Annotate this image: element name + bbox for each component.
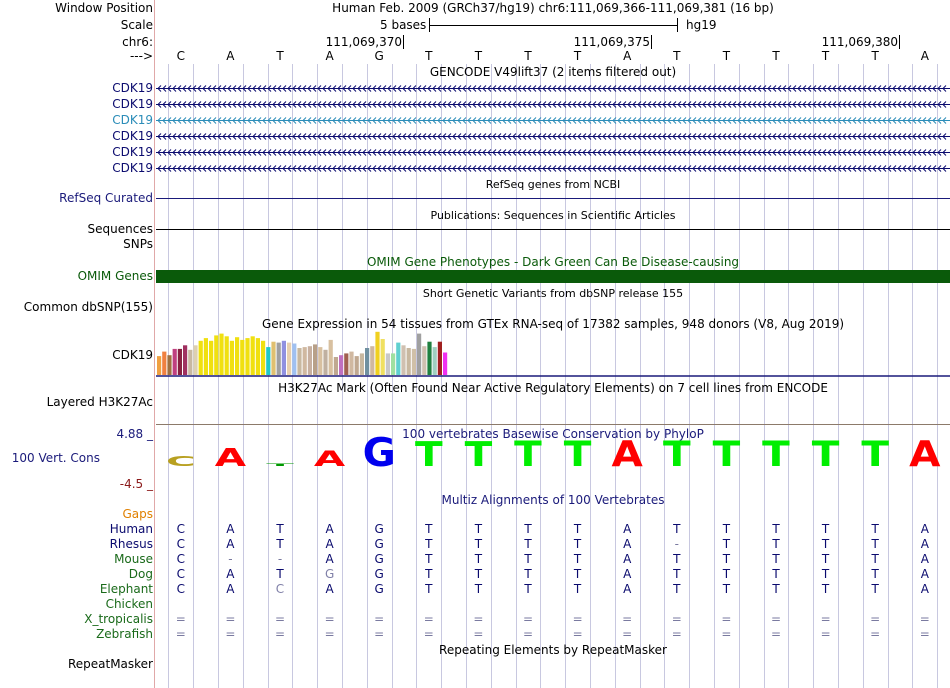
alignment-base: T <box>821 582 830 596</box>
base-letter: A <box>920 49 929 63</box>
gtex-tissue-bar <box>422 346 426 375</box>
scale-label: Scale <box>120 18 153 32</box>
alignment-base: = <box>324 627 335 641</box>
conservation-letter: G <box>362 436 396 476</box>
multiz-species-label[interactable]: Human <box>109 522 153 536</box>
alignment-base: = <box>274 627 286 641</box>
gtex-tissue-bar <box>214 335 218 375</box>
alignment-base: T <box>524 522 532 536</box>
multiz-species-label[interactable]: X_tropicalis <box>84 612 153 626</box>
alignment-base: = <box>175 627 186 641</box>
scale-bar-right-tick <box>677 18 678 32</box>
gtex-tissue-bar <box>240 340 244 375</box>
alignment-base: A <box>623 522 632 536</box>
alignment-base: A <box>623 552 632 566</box>
alignment-base: T <box>772 552 780 566</box>
gtex-tissue-bar <box>256 338 260 375</box>
alignment-base: T <box>871 552 879 566</box>
refseq-line <box>156 198 950 199</box>
gencode-track-title: GENCODE V49lift37 (2 items filtered out) <box>429 65 677 79</box>
gtex-tissue-bar <box>292 344 296 376</box>
alignment-base: = <box>671 627 682 641</box>
gtex-tissue-bar <box>401 345 405 375</box>
gtex-tissue-bar <box>287 343 291 375</box>
coord-tick <box>899 35 900 49</box>
strand-label: ---> <box>129 49 153 63</box>
alignment-base: = <box>572 627 583 641</box>
scale-bar-left-tick <box>429 18 430 32</box>
gtex-tissue-bar <box>417 334 421 375</box>
conservation-letter: T <box>563 436 592 475</box>
alignment-base: T <box>722 537 731 551</box>
multiz-species-label[interactable]: Zebrafish <box>96 627 153 641</box>
alignment-base: T <box>673 582 681 596</box>
alignment-base: T <box>772 567 780 581</box>
gtex-tissue-bar <box>318 347 322 375</box>
gtex-tissue-bar <box>209 341 213 375</box>
base-letter: A <box>325 49 334 63</box>
gtex-tissue-bar <box>334 357 338 375</box>
gtex-tissue-bar <box>323 350 327 375</box>
alignment-base: = <box>473 612 484 626</box>
alignment-base: T <box>573 582 582 596</box>
conservation-letter: T <box>414 436 443 475</box>
gtex-tissue-bar <box>162 352 166 375</box>
alignment-base: = <box>622 627 633 641</box>
coord-label: 111,069,370 <box>325 35 402 49</box>
alignment-base: A <box>920 567 929 581</box>
alignment-base: T <box>772 537 780 551</box>
gencode-transcript <box>156 86 950 92</box>
gencode-transcript-label[interactable]: CDK19 <box>112 81 153 95</box>
publications-line <box>156 229 950 230</box>
gtex-tissue-bar <box>204 338 208 375</box>
conservation-letter: A <box>611 436 643 476</box>
base-letter: G <box>374 49 384 63</box>
gtex-tissue-bar <box>381 339 385 375</box>
coord-tick <box>403 35 404 49</box>
gtex-tissue-bar <box>157 356 161 375</box>
alignment-base: A <box>623 567 632 581</box>
alignment-base: C <box>176 552 185 566</box>
alignment-base: T <box>673 567 681 581</box>
gtex-tissue-bar <box>225 336 229 375</box>
multiz-species-label[interactable]: Rhesus <box>109 537 153 551</box>
alignment-base: A <box>920 537 929 551</box>
alignment-base: = <box>622 612 633 626</box>
multiz-species-label[interactable]: Elephant <box>99 582 153 596</box>
alignment-base: A <box>226 567 235 581</box>
gtex-tissue-bar <box>365 348 369 375</box>
alignment-base: T <box>425 537 433 551</box>
alignment-base: T <box>474 567 483 581</box>
snps-track-label[interactable]: SNPs <box>123 237 153 251</box>
base-letter: T <box>276 49 284 63</box>
gtex-tissue-bar <box>344 353 348 375</box>
scale-bar <box>429 25 677 26</box>
conservation-ymax: 4.88 _ <box>116 427 153 441</box>
gtex-tissue-bar <box>443 353 447 376</box>
alignment-base: T <box>425 552 433 566</box>
repeatmasker-track-title: Repeating Elements by RepeatMasker <box>439 643 667 657</box>
alignment-base: A <box>226 537 235 551</box>
gtex-tissue-bar <box>386 353 390 375</box>
gtex-tissue-bar <box>219 334 223 375</box>
alignment-base: C <box>275 582 285 596</box>
alignment-base: T <box>871 567 879 581</box>
omim-track-label[interactable]: OMIM Genes <box>77 269 153 283</box>
gtex-tissue-bar <box>230 341 234 375</box>
alignment-base: A <box>920 522 929 536</box>
alignment-base: = <box>522 612 534 626</box>
coord-tick <box>651 35 652 49</box>
window-position-value[interactable]: Human Feb. 2009 (GRCh37/hg19) chr6:111,069,366-111,069,381 (16 bp) <box>332 1 774 15</box>
alignment-base: T <box>871 522 879 536</box>
conservation-letter: T <box>464 436 493 475</box>
refseq-track-label[interactable]: RefSeq Curated <box>59 191 153 205</box>
conservation-letter: T <box>266 462 294 467</box>
base-letter: T <box>573 49 582 63</box>
window-position-label: Window Position <box>55 1 153 15</box>
alignment-base: = <box>473 627 484 641</box>
alignment-base: T <box>722 552 731 566</box>
alignment-base: = <box>225 612 236 626</box>
alignment-base: T <box>673 522 681 536</box>
alignment-base: T <box>722 582 731 596</box>
gencode-transcripts[interactable] <box>156 80 950 175</box>
gtex-tissue-bar <box>193 345 197 375</box>
alignment-base: = <box>225 627 236 641</box>
gencode-transcript-label[interactable]: CDK19 <box>112 113 153 127</box>
base-letter: T <box>474 49 483 63</box>
alignment-base: C <box>176 522 185 536</box>
alignment-base: T <box>474 537 483 551</box>
gencode-transcript <box>156 102 950 108</box>
alignment-base: = <box>374 612 385 626</box>
gtex-tissue-bar <box>329 340 333 375</box>
alignment-base: = <box>919 612 930 626</box>
conservation-letter: A <box>909 436 941 476</box>
alignment-base: T <box>524 567 532 581</box>
base-letter: A <box>226 49 235 63</box>
multiz-species-label[interactable]: Mouse <box>114 552 153 566</box>
alignment-base: G <box>374 552 384 566</box>
alignment-base: T <box>474 522 483 536</box>
alignment-base: = <box>175 612 186 626</box>
conservation-letter: A <box>313 446 346 472</box>
alignment-base: = <box>721 612 732 626</box>
gtex-tissue-bar <box>433 347 437 375</box>
alignment-base: T <box>821 522 830 536</box>
base-letter: T <box>524 49 532 63</box>
gencode-transcript-label[interactable]: CDK19 <box>112 97 153 111</box>
alignment-base: = <box>324 612 335 626</box>
gtex-tissue-bar <box>183 345 187 375</box>
alignment-base: T <box>821 567 830 581</box>
conservation-letter: T <box>514 436 542 475</box>
gtex-tissue-bar <box>235 337 239 375</box>
gtex-tissue-bar <box>396 343 400 375</box>
alignment-base: A <box>920 552 929 566</box>
gtex-tissue-bar <box>370 346 374 375</box>
gencode-transcript <box>156 166 950 172</box>
conservation-letter: T <box>861 436 890 475</box>
alignment-base: T <box>722 522 731 536</box>
conservation-letter: T <box>811 436 840 475</box>
publications-track-label[interactable]: Sequences <box>87 222 153 236</box>
conservation-letter: C <box>165 454 196 470</box>
alignment-base: A <box>623 537 632 551</box>
conservation-ymin: -4.5 _ <box>119 477 153 491</box>
gtex-tissue-bar <box>438 342 442 375</box>
alignment-base: T <box>573 537 582 551</box>
omim-track-title: OMIM Gene Phenotypes - Dark Green Can Be Disease-causing <box>366 255 740 269</box>
conservation-track-label[interactable]: 100 Vert. Cons <box>11 451 100 465</box>
gtex-tissue-bar <box>261 341 265 375</box>
gtex-tissue-bar <box>427 342 431 375</box>
gtex-tissue-bar <box>297 348 301 375</box>
alignment-base: = <box>423 612 434 626</box>
alignment-base: C <box>176 537 185 551</box>
alignment-base: T <box>425 522 433 536</box>
alignment-base: = <box>423 627 434 641</box>
multiz-track-title: Multiz Alignments of 100 Vertebrates <box>441 493 665 507</box>
gtex-tissue-bar <box>339 355 343 375</box>
alignment-base: T <box>425 582 433 596</box>
alignment-base: T <box>425 567 433 581</box>
gencode-transcript-label[interactable]: CDK19 <box>112 129 153 143</box>
gtex-tissue-bar <box>266 347 270 375</box>
gtex-tissue-bar <box>375 332 379 375</box>
alignment-base: T <box>821 537 830 551</box>
gaps-label[interactable]: Gaps <box>122 507 153 521</box>
alignment-base: G <box>374 567 384 581</box>
alignment-base: T <box>871 537 879 551</box>
scale-value: 5 bases <box>380 18 427 32</box>
alignment-base: G <box>374 522 384 536</box>
alignment-base: - <box>674 537 679 551</box>
conservation-letter: T <box>662 436 691 475</box>
conservation-letter: T <box>712 436 741 475</box>
alignment-base: T <box>474 552 483 566</box>
alignment-base: A <box>920 582 929 596</box>
conservation-letter: A <box>214 443 247 472</box>
alignment-base: G <box>374 582 384 596</box>
gencode-transcript <box>156 150 950 156</box>
conservation-logo[interactable] <box>156 436 950 486</box>
gtex-track-title: Gene Expression in 54 tissues from GTEx RNA-seq of 17382 samples, 948 donors (V8, Aug 2019) <box>261 317 845 331</box>
gtex-tissue-bar <box>391 353 395 375</box>
base-letter: T <box>425 49 433 63</box>
gencode-transcript <box>156 134 950 140</box>
gtex-tissue-bar <box>277 343 281 375</box>
gencode-transcript <box>156 118 950 124</box>
alignment-base: T <box>524 582 532 596</box>
label-separator <box>154 0 155 688</box>
gtex-track-label[interactable]: CDK19 <box>112 348 153 362</box>
gtex-tissue-bar <box>407 348 411 375</box>
alignment-base: - <box>277 552 283 566</box>
base-letter: T <box>722 49 731 63</box>
coord-label: 111,069,375 <box>573 35 650 49</box>
base-letter: T <box>673 49 681 63</box>
gtex-expression-bars[interactable] <box>156 330 950 377</box>
alignment-base: = <box>870 627 881 641</box>
gencode-transcript-label[interactable]: CDK19 <box>112 161 153 175</box>
alignment-base: = <box>671 612 682 626</box>
alignment-base: = <box>820 612 831 626</box>
gtex-tissue-bar <box>245 338 249 375</box>
gtex-tissue-bar <box>173 349 177 375</box>
coord-label: 111,069,380 <box>821 35 898 49</box>
h3k27ac-baseline <box>156 424 950 425</box>
alignment-base: T <box>524 552 532 566</box>
gtex-tissue-bar <box>412 349 416 375</box>
base-letter: T <box>821 49 830 63</box>
alignment-base: T <box>524 537 532 551</box>
alignment-base: T <box>772 522 780 536</box>
gtex-tissue-bar <box>188 350 192 375</box>
dbsnp-track-title: Short Genetic Variants from dbSNP release 155 <box>422 287 684 300</box>
alignment-base: - <box>228 552 233 566</box>
alignment-base: T <box>871 582 879 596</box>
alignment-base: T <box>276 522 284 536</box>
gtex-tissue-bar <box>251 336 255 375</box>
alignment-base: = <box>919 627 930 641</box>
alignment-base: T <box>821 552 830 566</box>
alignment-base: C <box>176 582 185 596</box>
refseq-track-title: RefSeq genes from NCBI <box>485 178 621 191</box>
repeatmasker-track-label[interactable]: RepeatMasker <box>67 657 153 671</box>
base-letter: C <box>176 49 185 63</box>
gtex-tissue-bar <box>282 341 286 375</box>
alignment-base: T <box>573 552 582 566</box>
alignment-base: = <box>721 627 732 641</box>
alignment-base: = <box>770 612 782 626</box>
conservation-track-title: 100 vertebrates Basewise Conservation by PhyloP <box>402 427 704 441</box>
alignment-base: = <box>770 627 782 641</box>
gtex-tissue-bar <box>308 346 312 375</box>
alignment-base: T <box>722 567 731 581</box>
publications-track-title: Publications: Sequences in Scientific Articles <box>430 209 676 222</box>
alignment-base: A <box>325 537 334 551</box>
alignment-base: = <box>274 612 286 626</box>
alignment-base: A <box>325 522 334 536</box>
gencode-transcript-label[interactable]: CDK19 <box>112 145 153 159</box>
alignment-base: T <box>673 552 681 566</box>
alignment-base: T <box>276 537 284 551</box>
base-letter: A <box>623 49 632 63</box>
alignment-base: A <box>623 582 632 596</box>
alignment-base: = <box>820 627 831 641</box>
base-letter: T <box>772 49 780 63</box>
gtex-tissue-bar <box>303 347 307 375</box>
alignment-base: A <box>325 552 334 566</box>
alignment-base: A <box>325 582 334 596</box>
alignment-base: T <box>772 582 780 596</box>
chrom-label: chr6: <box>122 35 153 49</box>
h3k27ac-track-title: H3K27Ac Mark (Often Found Near Active Regulatory Elements) on 7 cell lines from ENCODE <box>278 381 828 395</box>
multiz-species-label[interactable]: Chicken <box>105 597 153 611</box>
alignment-base: = <box>572 612 583 626</box>
alignment-base: = <box>374 627 385 641</box>
alignment-base: T <box>276 567 284 581</box>
h3k27ac-track-label[interactable]: Layered H3K27Ac <box>46 395 153 409</box>
alignment-base: G <box>374 537 384 551</box>
conservation-letter: T <box>762 436 790 475</box>
gtex-tissue-bar <box>271 342 275 375</box>
alignment-base: T <box>573 522 582 536</box>
gtex-tissue-bar <box>167 355 171 375</box>
alignment-base: = <box>522 627 534 641</box>
gtex-tissue-bar <box>355 356 359 375</box>
alignment-base: A <box>226 522 235 536</box>
alignment-base: G <box>324 567 335 581</box>
dbsnp-track-label[interactable]: Common dbSNP(155) <box>23 300 153 314</box>
gtex-tissue-bar <box>360 353 364 375</box>
gtex-tissue-bar <box>313 344 317 375</box>
gtex-tissue-bar <box>199 341 203 375</box>
gtex-tissue-bar <box>178 349 182 375</box>
alignment-base: A <box>226 582 235 596</box>
alignment-base: T <box>474 582 483 596</box>
omim-feature-bar[interactable] <box>156 270 950 283</box>
alignment-base: = <box>870 612 881 626</box>
multiz-species-label[interactable]: Dog <box>128 567 153 581</box>
base-letter: T <box>871 49 879 63</box>
scale-assembly: hg19 <box>686 18 717 32</box>
gtex-tissue-bar <box>349 352 353 375</box>
alignment-base: C <box>176 567 185 581</box>
alignment-base: T <box>573 567 582 581</box>
